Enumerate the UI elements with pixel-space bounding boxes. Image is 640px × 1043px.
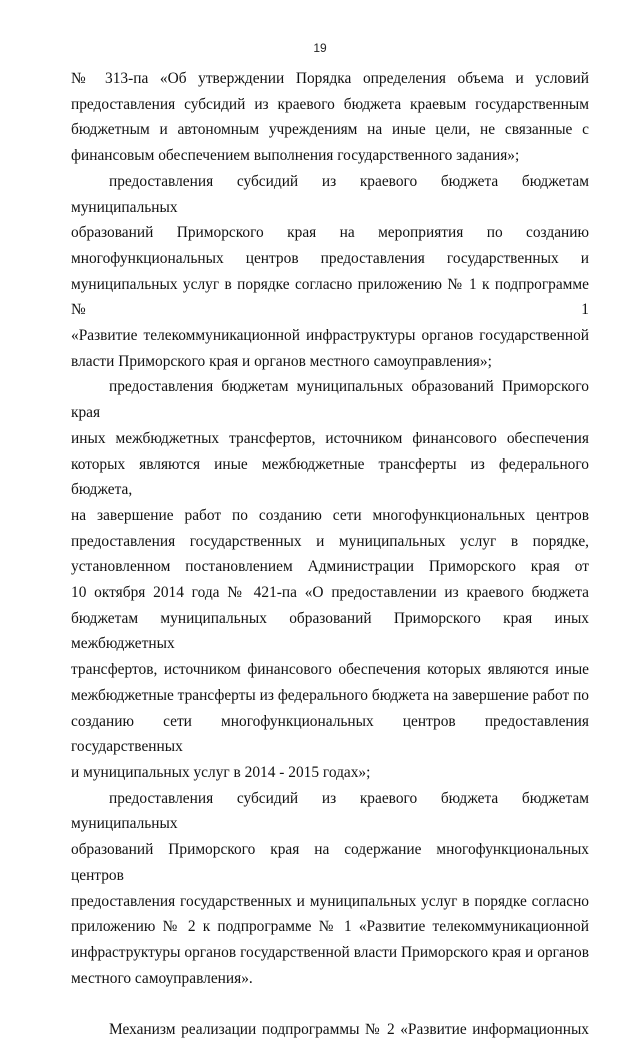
- paragraph-line: многофункциональных центров предоставления государственных и: [71, 249, 589, 267]
- paragraph-line: трансфертов, источником финансового обеспечения которых являются иные: [71, 661, 589, 679]
- paragraph-line: местного самоуправления».: [71, 969, 253, 987]
- paragraph-line: иных межбюджетных трансфертов, источником финансового обеспечения: [71, 429, 589, 447]
- paragraph-line: Механизм реализации подпрограммы № 2 «Развитие информационных: [109, 1021, 589, 1038]
- paragraph-3: [71, 374, 589, 785]
- paragraph-line: предоставления государственных и муниципальных услуг в порядке согласно: [71, 892, 589, 910]
- paragraph-line: приложению № 2 к подпрограмме № 1 «Развитие телекоммуникационной: [71, 918, 589, 936]
- paragraph-line: муниципальных услуг в порядке согласно приложению № 1 к подпрограмме № 1: [71, 275, 589, 319]
- paragraph-line: предоставления субсидий из краевого бюджета бюджетам муниципальных: [71, 172, 589, 216]
- paragraph-line: образований Приморского края на мероприятия по созданию: [71, 224, 589, 242]
- paragraph-line: установленном постановлением Администрации Приморского края от: [71, 558, 589, 576]
- paragraph-line: образований Приморского края на содержание многофункциональных центров: [71, 841, 589, 884]
- paragraph-2: [71, 169, 589, 375]
- paragraph-line: власти Приморского края и органов местного самоуправления»;: [71, 352, 492, 370]
- paragraph-line: № 313-па «Об утверждении Порядка определения объема и условий: [71, 70, 589, 87]
- page-number: 19: [313, 41, 327, 55]
- paragraph-gap: [71, 991, 589, 1017]
- paragraph-line: 10 октября 2014 года № 421-па «О предоставлении из краевого бюджета: [71, 584, 589, 602]
- paragraph-line: межбюджетные трансферты из федерального бюджета на завершение работ по: [71, 686, 589, 704]
- paragraph-5: [71, 1017, 589, 1043]
- document-body: [71, 66, 589, 1043]
- paragraph-line: инфраструктуры органов государственной власти Приморского края и органов: [71, 943, 589, 961]
- paragraph-line: и муниципальных услуг в 2014 - 2015 годах»;: [71, 763, 371, 781]
- paragraph-line: предоставления государственных и муниципальных услуг в порядке,: [71, 532, 589, 550]
- paragraph-line: предоставления субсидий из краевого бюджета бюджетам муниципальных: [71, 789, 589, 833]
- paragraph-line: которых являются иные межбюджетные трансферты из федерального бюджета,: [71, 455, 589, 499]
- paragraph-4: [71, 786, 589, 992]
- paragraph-line: бюджетам муниципальных образований Приморского края иных межбюджетных: [71, 609, 589, 653]
- paragraph-line: предоставления бюджетам муниципальных образований Приморского края: [71, 378, 589, 422]
- paragraph-line: созданию сети многофункциональных центров предоставления государственных: [71, 712, 589, 756]
- paragraph-line: «Развитие телекоммуникационной инфраструктуры органов государственной: [71, 327, 589, 345]
- paragraph-line: бюджетным и автономным учреждениям на иные цели, не связанные с: [71, 121, 589, 139]
- paragraph-line: предоставления субсидий из краевого бюджета краевым государственным: [71, 95, 589, 113]
- paragraph-1: [71, 66, 589, 169]
- paragraph-line: финансовым обеспечением выполнения государственного задания»;: [71, 147, 520, 165]
- paragraph-line: на завершение работ по созданию сети многофункциональных центров: [71, 506, 589, 524]
